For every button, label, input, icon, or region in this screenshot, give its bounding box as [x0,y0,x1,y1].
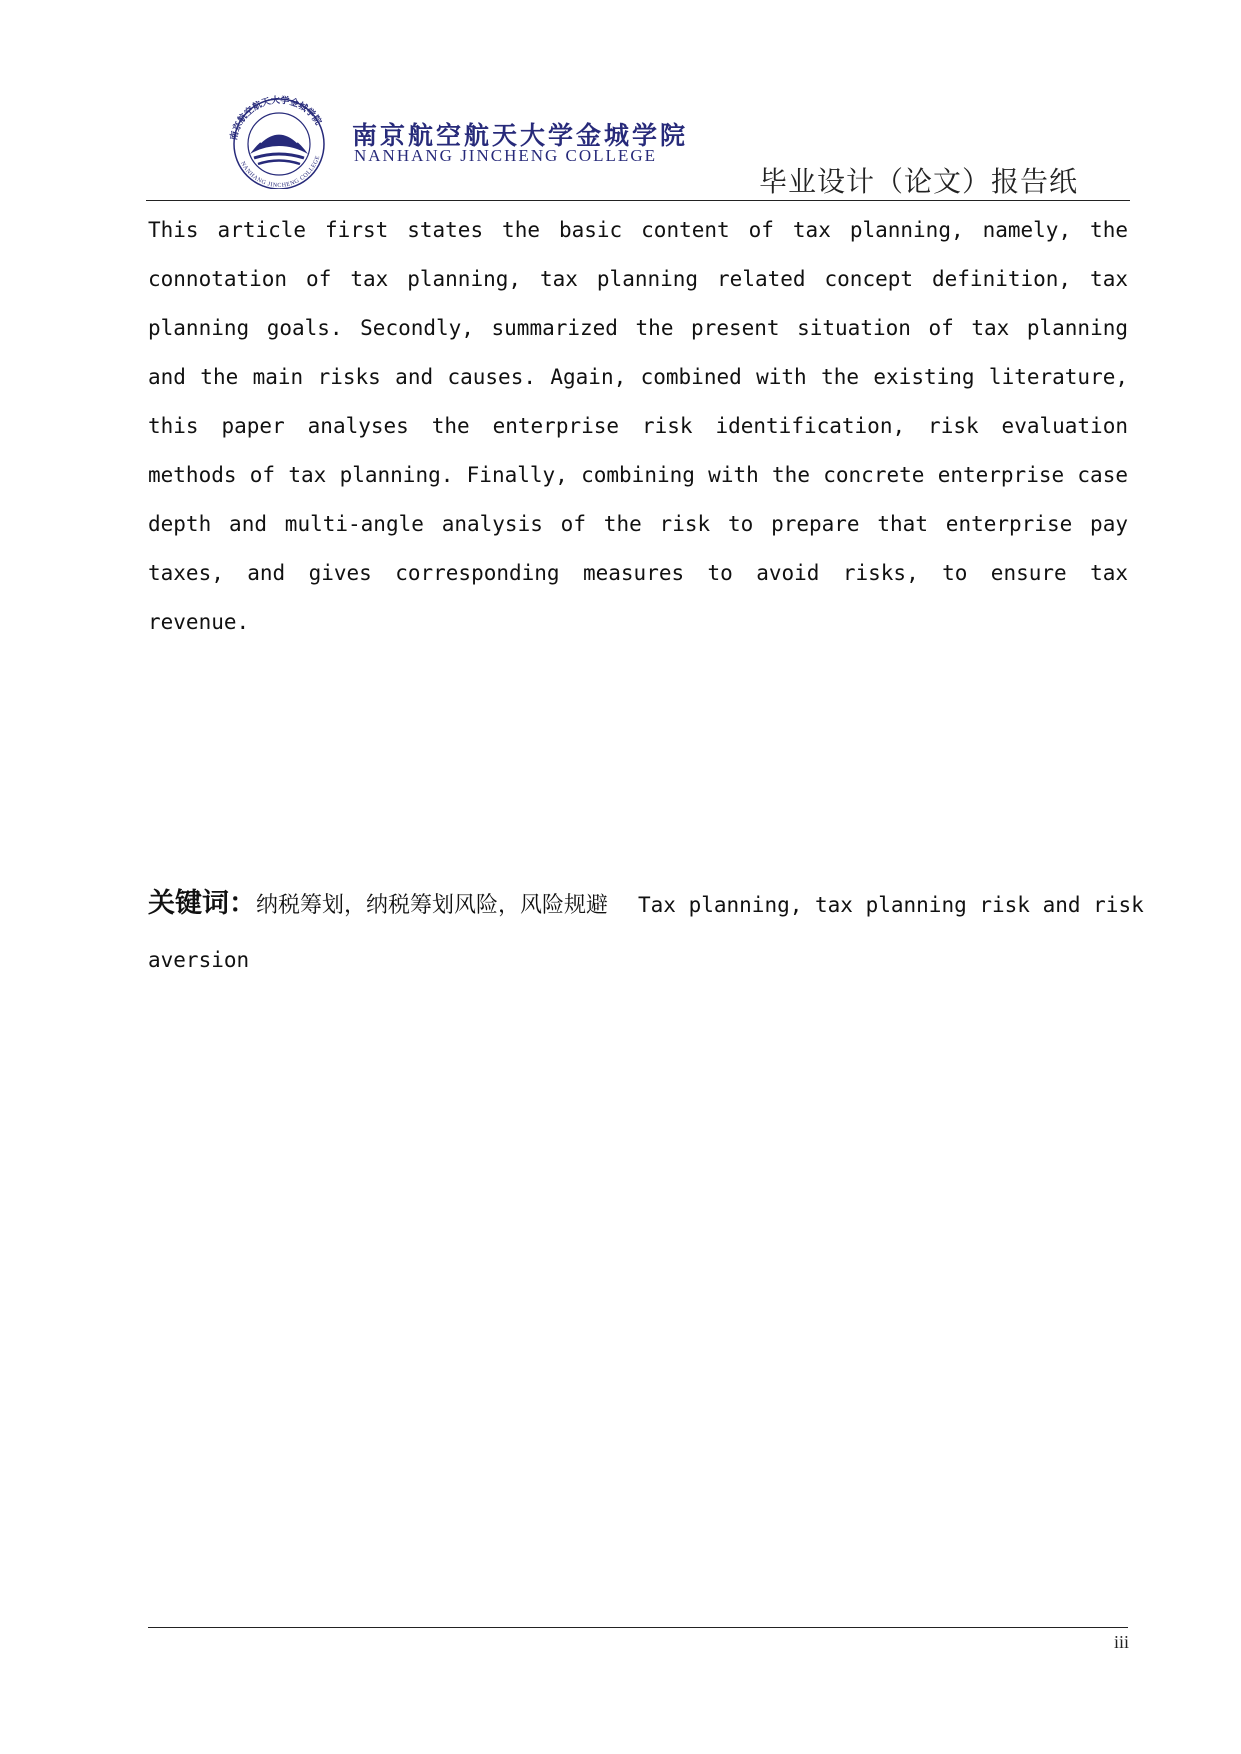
report-paper-title: 毕业设计（论文）报告纸 [758,165,1078,198]
seal-text-cn: 南京航空航天大学金城学院 [229,95,323,142]
logo-college-name-en: NANHANG JINCHENG COLLEGE [354,146,657,165]
keywords-label: 关键词： [148,888,256,919]
page-number: iii [1113,1632,1129,1652]
keywords-en: Tax planning, tax planning risk and risk aversion [148,893,1144,972]
seal-text-en: NANHANG JINCHENG COLLEGE [239,154,322,189]
abstract-section [148,206,1128,647]
keywords-section [148,876,1148,988]
page-header [146,94,1130,202]
abstract-paragraph: This article first states the basic content of tax planning, namely, the connotation of tax planning, tax planning related concept definition, tax planning goals. Secondly, summarized the present situation of tax planning and the main risks and causes. Again, combined with the existing literature, this paper analyses the enterprise risk identification, risk evaluation methods of tax planning. Finally, combining with the concrete enterprise case depth and multi-angle analysis of the risk to prepare that enterprise pay taxes, and gives corresponding measures to avoid risks, to ensure tax revenue. [148,218,1128,634]
header-divider [146,200,1130,201]
college-logo [224,94,689,189]
keywords-cn: 纳税筹划，纳税筹划风险，风险规避 [256,893,609,918]
logo-college-name-cn: 南京航空航天大学金城学院 [352,121,689,150]
footer-divider [148,1627,1128,1628]
college-seal-icon [224,94,334,189]
